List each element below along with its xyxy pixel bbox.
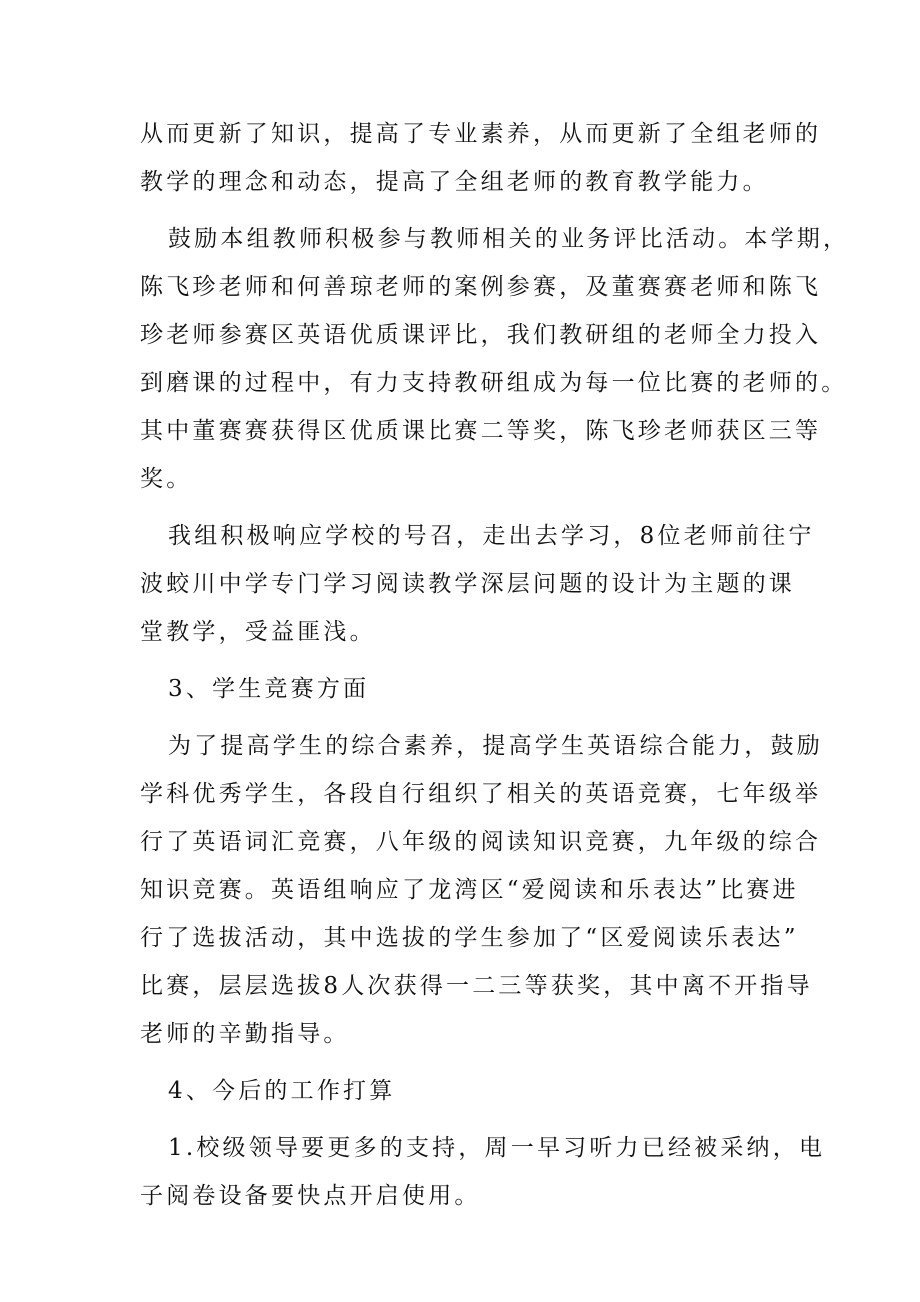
document-body [140, 110, 850, 1220]
paragraph-start-line: 1.校级领导要更多的支持，周一早习听力已经被采纳，电 [168, 1135, 826, 1161]
text-line: 到磨课的过程中，有力支持教研组成为每一位比赛的老师的。 [140, 370, 848, 396]
text-line: 行了英语词汇竞赛，八年级的阅读知识竞赛，九年级的综合 [140, 829, 822, 855]
text-line: 奖。 [140, 466, 193, 492]
text-line: 陈飞珍老师和何善琼老师的案例参赛，及董赛赛老师和陈飞 [140, 274, 822, 300]
section-heading: 4、今后的工作打算 [168, 1078, 396, 1104]
text-line: 珍老师参赛区英语优质课评比，我们教研组的老师全力投入 [140, 322, 822, 348]
text-line: 从而更新了知识，提高了专业素养，从而更新了全组老师的 [140, 121, 822, 147]
text-line: 学科优秀学生，各段自行组织了相关的英语竞赛，七年级举 [140, 781, 822, 807]
text-line: 教学的理念和动态，提高了全组老师的教育教学能力。 [140, 169, 769, 195]
text-line: 堂教学，受益匪浅。 [140, 619, 376, 645]
text-line: 比赛，层层选拔8人次获得一二三等获奖，其中离不开指导 [140, 973, 813, 999]
paragraph-start-line: 为了提高学生的综合素养，提高学生英语综合能力，鼓励 [168, 733, 823, 759]
text-line: 其中董赛赛获得区优质课比赛二等奖，陈飞珍老师获区三等 [140, 418, 822, 444]
paragraph-start-line: 我组积极响应学校的号召，走出去学习，8位老师前往宁 [168, 523, 815, 549]
text-line: 子阅卷设备要快点开启使用。 [140, 1183, 481, 1209]
paragraph-start-line: 鼓励本组教师积极参与教师相关的业务评比活动。本学期， [168, 226, 850, 252]
text-line: 老师的辛勤指导。 [140, 1021, 350, 1047]
text-line: 波蛟川中学专门学习阅读教学深层问题的设计为主题的课 [140, 571, 795, 597]
section-heading: 3、学生竞赛方面 [168, 676, 370, 702]
text-line: 知识竞赛。英语组响应了龙湾区“爱阅读和乐表达”比赛进 [140, 877, 799, 903]
text-line: 行了选拔活动，其中选拔的学生参加了“区爱阅读乐表达” [140, 925, 799, 951]
